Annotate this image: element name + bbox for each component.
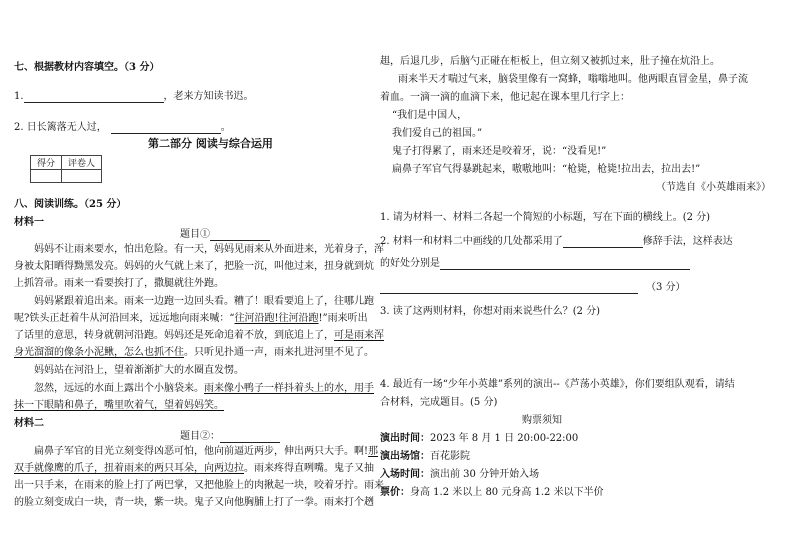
part2-title: 第二部分 阅读与综合运用 [148, 137, 273, 150]
notice-venue [380, 451, 470, 463]
m1-p4-l2: 抹一下眼睛和鼻子，嘴里吹着气，望着妈妈笑。 [14, 400, 224, 411]
r-line-7: 扁鼻子军官气得暴跳起来，嗷嗷地叫：“枪毙，枪毙!拉出去，拉出去!” [392, 164, 701, 175]
time-value: 2023 年 8 月 1 日 20:00-22:00 [430, 433, 579, 444]
entry-value: 演出前 30 分钟开始入场 [430, 469, 540, 480]
text-segment: 。只听见扑通一声，雨来扎进河里不见了。 [184, 347, 374, 358]
q7-1-number: 1. [14, 91, 24, 102]
score-cell[interactable] [31, 170, 62, 183]
text-segment: 修辞手法，这样表达 [642, 236, 733, 247]
text-segment: !”雨来听出 [318, 313, 368, 324]
question-3: 3. 读了这两则材料，你想对雨来说些什么？(2 分) [380, 306, 601, 317]
r-line-2: 雨来半天才喘过气来，脑袋里像有一窝蜂，嗡嗡地叫。他两眼直冒金星，鼻子流 [398, 74, 748, 85]
m2-p1-l1 [34, 446, 378, 458]
material2-label: 材料二 [14, 418, 44, 429]
material1-label: 材料一 [14, 217, 44, 228]
text-segment: 。雨来疼得直咧嘴。鬼子又抽 [244, 463, 374, 474]
entry-label: 入场时间： [380, 469, 430, 480]
r-line-3: 着血。一滴一滴的血滴下来，他记起在课本里几行字上： [380, 92, 630, 103]
underlined-phrase: 往河沿跑!往河沿跑 [234, 313, 319, 324]
venue-value: 百花影院 [430, 451, 470, 462]
source-note: （节选自《小英雄雨来》） [656, 182, 771, 193]
text-segment: 2. 材料一和材料二中画线的几处都采用了 [380, 236, 563, 247]
question-2-l1 [380, 236, 733, 248]
q2-blank-benefit-2[interactable] [380, 283, 638, 294]
m2-p1-l4: 的脸立刻变成白一块，青一块，紫一块。鬼子又向他胸脯上打了一拳。雨来打个趔 [14, 497, 374, 508]
ticket-label: 票价： [380, 487, 410, 498]
text-segment: 扁鼻子军官的目光立刻变得凶恶可怕，他向前逼近两步，伸出两只大手。啊! [34, 446, 369, 457]
q7-item-1 [14, 91, 254, 103]
notice-entry [380, 469, 539, 481]
q8-title: 八、阅读训练。（25 分） [14, 199, 127, 210]
score-table [30, 155, 102, 183]
grader-cell[interactable] [62, 170, 102, 183]
score-header: 得分 [31, 156, 62, 170]
q7-1-text: ，老来方知读书迟。 [163, 91, 254, 102]
r-line-6: 鬼子打得累了，雨来还是咬着牙，说：“没看见!” [392, 146, 607, 157]
q7-title: 七、根据教材内容填空。（3 分） [14, 62, 160, 73]
q7-1-blank[interactable] [24, 92, 164, 103]
time-label: 演出时间： [380, 433, 430, 444]
underlined-phrase: 可是雨来浑 [334, 330, 384, 341]
q2-blank-benefit[interactable] [440, 259, 690, 270]
question-1: 1. 请为材料一、材料二各起一个简短的小标题，写在下面的横线上。(2 分) [380, 212, 711, 223]
title1-blank[interactable] [210, 230, 270, 241]
question-4-l1: 4. 最近有一场“少年小英雄”系列的演出--《芦荡小英雄》，你们要组队观看，请结 [380, 379, 735, 390]
q2-score: （3 分） [646, 282, 686, 293]
m1-p1-l3: 上抓笤帚。雨来一看要挨打了，撒腿就往外跑。 [14, 278, 224, 289]
m1-p3: 妈妈站在河沿上，望着渐渐扩大的水圈直发愣。 [34, 365, 244, 376]
venue-label: 演出场馆： [380, 451, 430, 462]
m1-p2-l1: 妈妈紧跟着追出来。雨来一边跑一边回头看。糟了！眼看要追上了，往哪儿跑 [34, 296, 374, 307]
m2-p1-l2 [14, 463, 374, 475]
m2-p1-l3: 出一只手来，在雨来的脸上打了两巴掌，又把他脸上的肉揪起一块，咬着牙拧。雨来 [14, 480, 384, 491]
q7-2-end: 。 [220, 122, 231, 133]
q7-item-2 [14, 122, 231, 134]
underlined-phrase: 身光溜溜的像条小泥鳅，怎么也抓不住 [14, 347, 184, 358]
notice-title: 购票须知 [522, 415, 562, 426]
m1-p4-l1 [34, 383, 374, 395]
question-4-l2: 合材料，完成题目。(5 分) [380, 397, 498, 408]
r-line-1: 趄，后退几步，后脑勺正碰在柜板上，但立刻又被抓过来，肚子撞在炕沿上。 [380, 56, 720, 67]
notice-ticket [380, 487, 604, 499]
q7-2-blank[interactable] [111, 123, 221, 134]
question-2-l3 [380, 282, 686, 294]
ticket-value: 身高 1.2 米以上 80 元身高 1.2 米以下半价 [410, 487, 604, 498]
text-segment: 了话里的意思，转身就朝河沿跑。妈妈还是死命追着不放，到底追上了， [14, 330, 334, 341]
m1-p2-l4 [14, 347, 374, 359]
q7-2-text: 2. 日长篱落无人过， [14, 122, 107, 133]
text-segment: 呢?铁头正赶着牛从河沿回来，远远地向雨来喊：“ [14, 313, 235, 324]
notice-time [380, 433, 578, 445]
r-line-4: “我们是中国人， [392, 110, 468, 121]
title2-blank[interactable] [220, 432, 280, 443]
underlined-phrase: 那 [368, 446, 379, 457]
q2-blank-rhetoric[interactable] [563, 237, 643, 248]
m1-p2-l3 [14, 330, 384, 342]
m1-p2-l2 [14, 313, 368, 325]
m1-p1-l1: 妈妈不让雨来要水，怕出危险。有一天，妈妈见雨来从外面进来，光着身子，浑 [34, 244, 384, 255]
r-line-5: 我们爱自己的祖国。” [392, 128, 483, 139]
grader-header: 评卷人 [62, 156, 102, 170]
text-segment: 的好处分别是 [380, 258, 440, 269]
material2-title: 题目②： [180, 431, 220, 442]
material2-title-line [180, 431, 280, 443]
m1-p1-l2: 身被太阳晒得黝黑发亮。妈妈的火气就上来了，把脸一沉，叫他过来，扭身就到炕 [14, 261, 374, 272]
underlined-phrase: 雨来像小鸭子一样抖着头上的水，用手 [204, 383, 374, 394]
text-segment: 忽然，远远的水面上露出个小脑袋来。 [34, 383, 204, 394]
material1-title-line [180, 229, 270, 241]
underlined-phrase: 双手就像鹰的爪子，扭着雨来的两只耳朵，向两边拉 [14, 463, 244, 474]
material1-title: 题目① [180, 229, 210, 240]
question-2-l2 [380, 258, 690, 270]
